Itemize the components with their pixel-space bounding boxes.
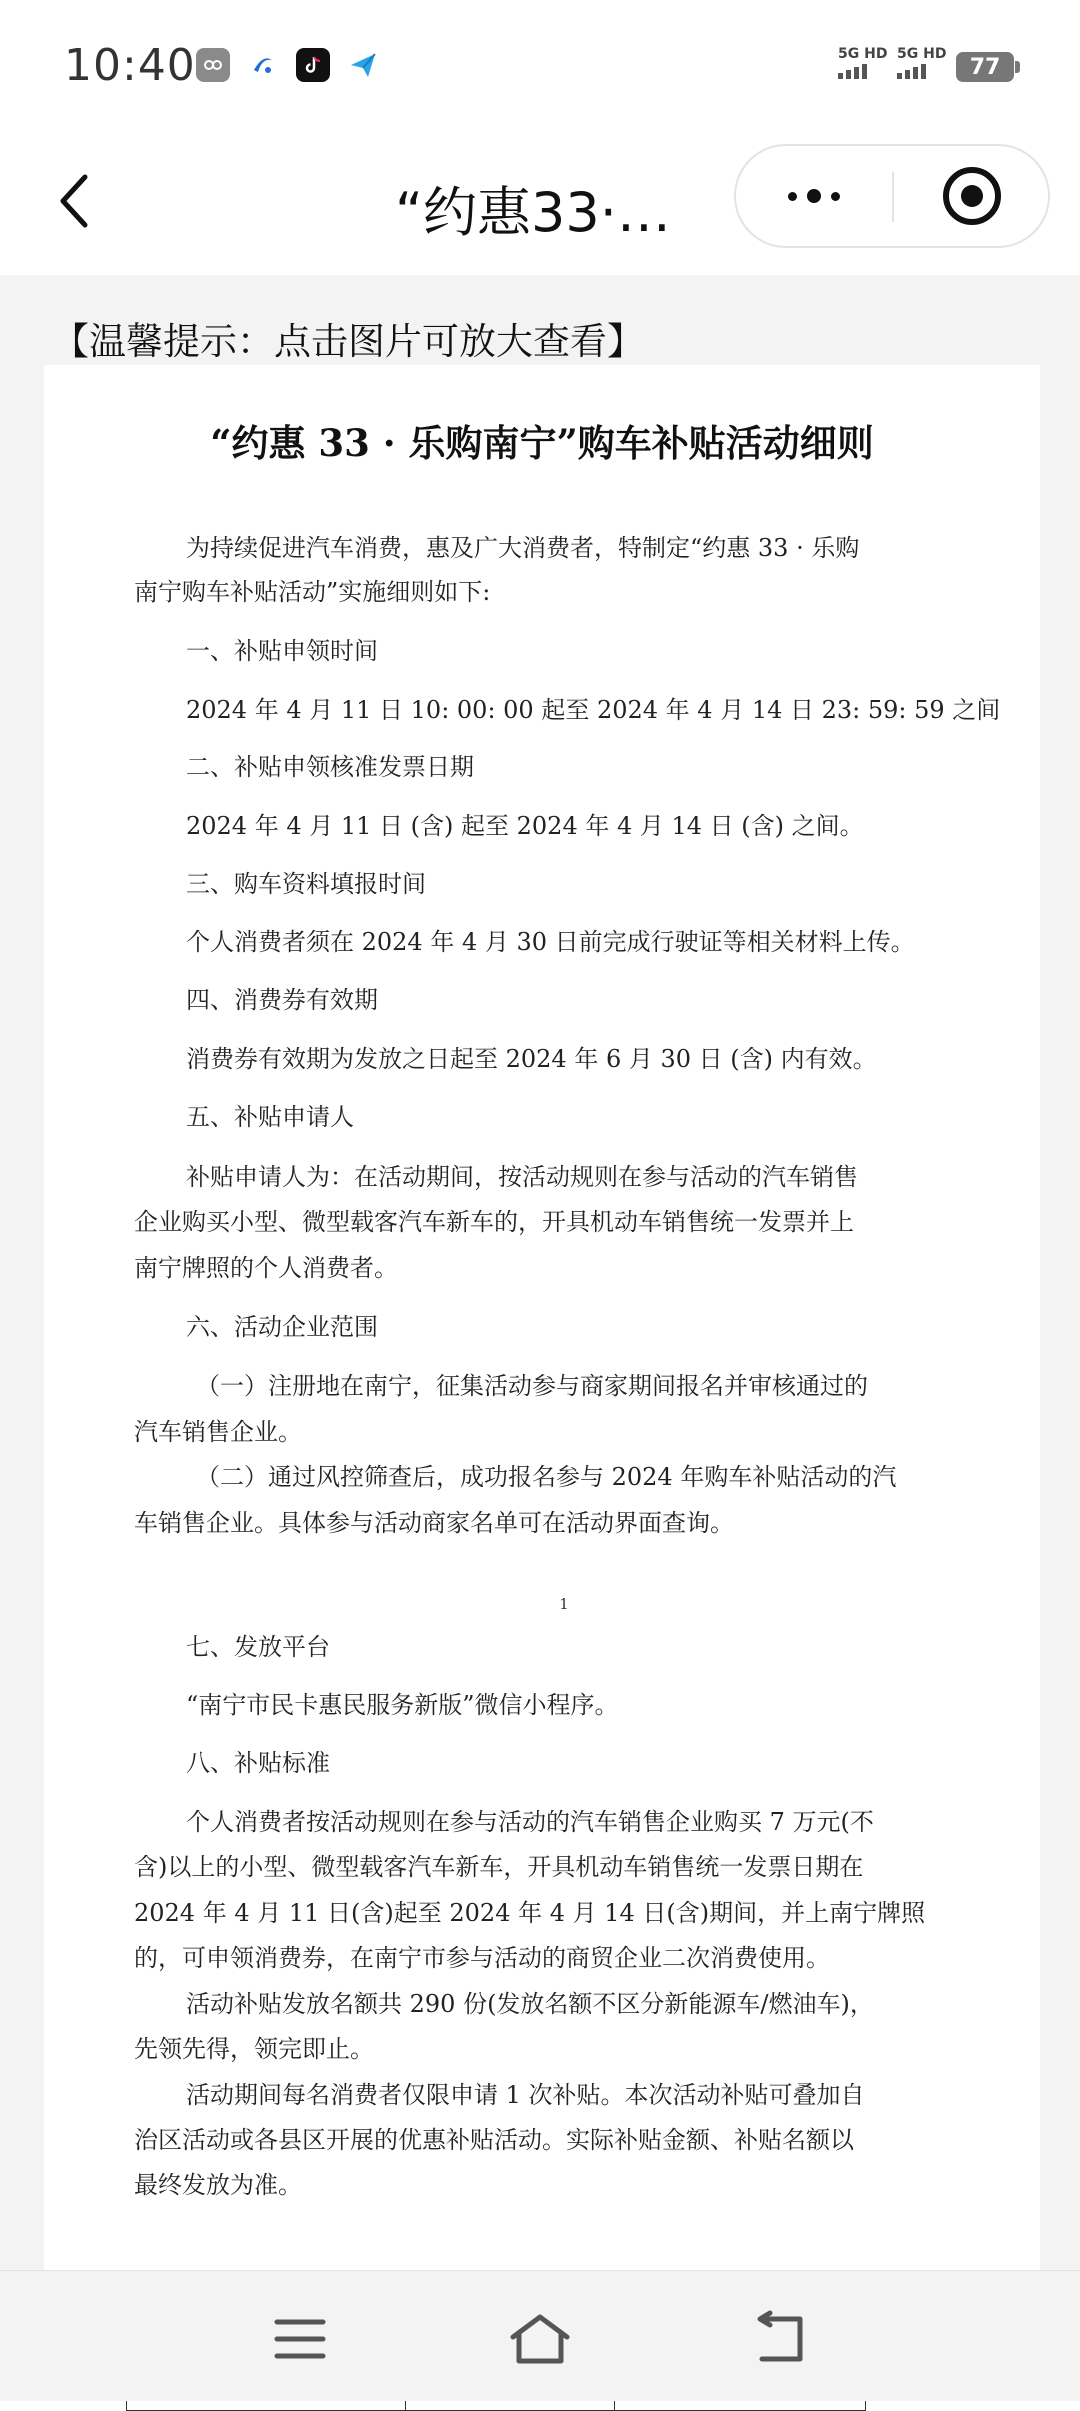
app-icon-telecom (246, 48, 280, 82)
doc-line: 为持续促进汽车消费，惠及广大消费者，特制定“约惠 33 · 乐购 (186, 534, 860, 562)
section-heading: 八、补贴标准 (186, 1749, 330, 1777)
doc-line: （一）注册地在南宁，征集活动参与商家期间报名并审核通过的 (196, 1372, 868, 1400)
menu-button[interactable] (250, 2299, 350, 2379)
doc-line: 活动期间每名消费者仅限申请 1 次补贴。本次活动补贴可叠加自 (186, 2081, 865, 2109)
doc-line: 消费券有效期为发放之日起至 2024 年 6 月 30 日 (含) 内有效。 (186, 1045, 877, 1073)
doc-line: 先领先得，领完即止。 (134, 2035, 374, 2063)
doc-line: 2024 年 4 月 11 日(含)起至 2024 年 4 月 14 日(含)期间，并上南宁牌照 (134, 1899, 926, 1927)
system-nav-bar (0, 2270, 1080, 2401)
content-area[interactable] (0, 275, 1080, 2270)
section-heading: 四、消费券有效期 (186, 986, 378, 1014)
back-button[interactable] (40, 166, 110, 236)
page-number: 1 (559, 1595, 569, 1613)
doc-line: （二）通过风控筛查后，成功报名参与 2024 年购车补贴活动的汽 (196, 1463, 897, 1491)
doc-line: 补贴申请人为：在活动期间，按活动规则在参与活动的汽车销售 (186, 1163, 858, 1191)
doc-line: 治区活动或各县区开展的优惠补贴活动。实际补贴金额、补贴名额以 (134, 2126, 854, 2154)
document-title: “约惠 33 · 乐购南宁”购车补贴活动细则 (210, 421, 874, 465)
close-button[interactable] (894, 146, 1050, 246)
doc-line: 最终发放为准。 (134, 2171, 302, 2199)
doc-line: 活动补贴发放名额共 290 份(发放名额不区分新能源车/燃油车)， (186, 1990, 874, 2018)
doc-line: 个人消费者须在 2024 年 4 月 30 日前完成行驶证等相关材料上传。 (186, 928, 915, 956)
page-title: “约惠33·… (395, 181, 671, 244)
more-dots-icon (788, 189, 840, 203)
more-button[interactable] (736, 146, 892, 246)
doc-line: 个人消费者按活动规则在参与活动的汽车销售企业购买 7 万元(不 (186, 1808, 874, 1836)
section-heading: 一、补贴申领时间 (186, 637, 378, 665)
chevron-left-icon (55, 171, 95, 231)
doc-line: 企业购买小型、微型载客汽车新车的，开具机动车销售统一发票并上 (134, 1208, 854, 1236)
target-close-icon (940, 164, 1004, 228)
capsule-menu (734, 144, 1050, 248)
battery-indicator: 77 (956, 52, 1014, 82)
menu-icon (273, 2316, 327, 2362)
home-button[interactable] (490, 2299, 590, 2379)
signal-indicator-1: 5G HD (838, 46, 887, 79)
doc-line: 2024 年 4 月 11 日 (含) 起至 2024 年 4 月 14 日 (含) 之间。 (186, 812, 864, 840)
section-heading: 五、补贴申请人 (186, 1103, 354, 1131)
status-time: 10:40 (64, 40, 196, 91)
doc-line: 汽车销售企业。 (134, 1418, 302, 1446)
doc-line: 南宁牌照的个人消费者。 (134, 1254, 398, 1282)
doc-line: 含)以上的小型、微型载客汽车新车，开具机动车销售统一发票日期在 (134, 1853, 864, 1881)
home-icon (507, 2311, 573, 2367)
section-heading: 六、活动企业范围 (186, 1313, 378, 1341)
back-return-icon (752, 2311, 808, 2367)
app-icon-gray (196, 48, 230, 82)
mini-program-header (0, 130, 1080, 275)
doc-line: 2024 年 4 月 11 日 10: 00: 00 起至 2024 年 4 月 14 日 23: 59: 59 之间 (186, 696, 1001, 724)
status-bar (0, 0, 1080, 130)
battery-tip (1015, 61, 1020, 73)
tip-banner: 【温馨提示：点击图片可放大查看】 (52, 320, 644, 363)
doc-line: 车销售企业。具体参与活动商家名单可在活动界面查询。 (134, 1509, 734, 1537)
section-heading: 三、购车资料填报时间 (186, 870, 426, 898)
doc-line: “南宁市民卡惠民服务新版”微信小程序。 (186, 1691, 619, 1719)
status-app-icons (196, 48, 380, 82)
document-image[interactable] (44, 365, 1040, 2385)
app-icon-plane (346, 48, 380, 82)
doc-line: 的，可申领消费券，在南宁市参与活动的商贸企业二次消费使用。 (134, 1944, 830, 1972)
doc-line: 南宁购车补贴活动”实施细则如下: (134, 578, 491, 606)
section-heading: 二、补贴申领核准发票日期 (186, 753, 474, 781)
signal-indicator-2: 5G HD (897, 46, 946, 79)
section-heading: 七、发放平台 (186, 1633, 330, 1661)
back-nav-button[interactable] (730, 2299, 830, 2379)
tiktok-icon (296, 48, 330, 82)
